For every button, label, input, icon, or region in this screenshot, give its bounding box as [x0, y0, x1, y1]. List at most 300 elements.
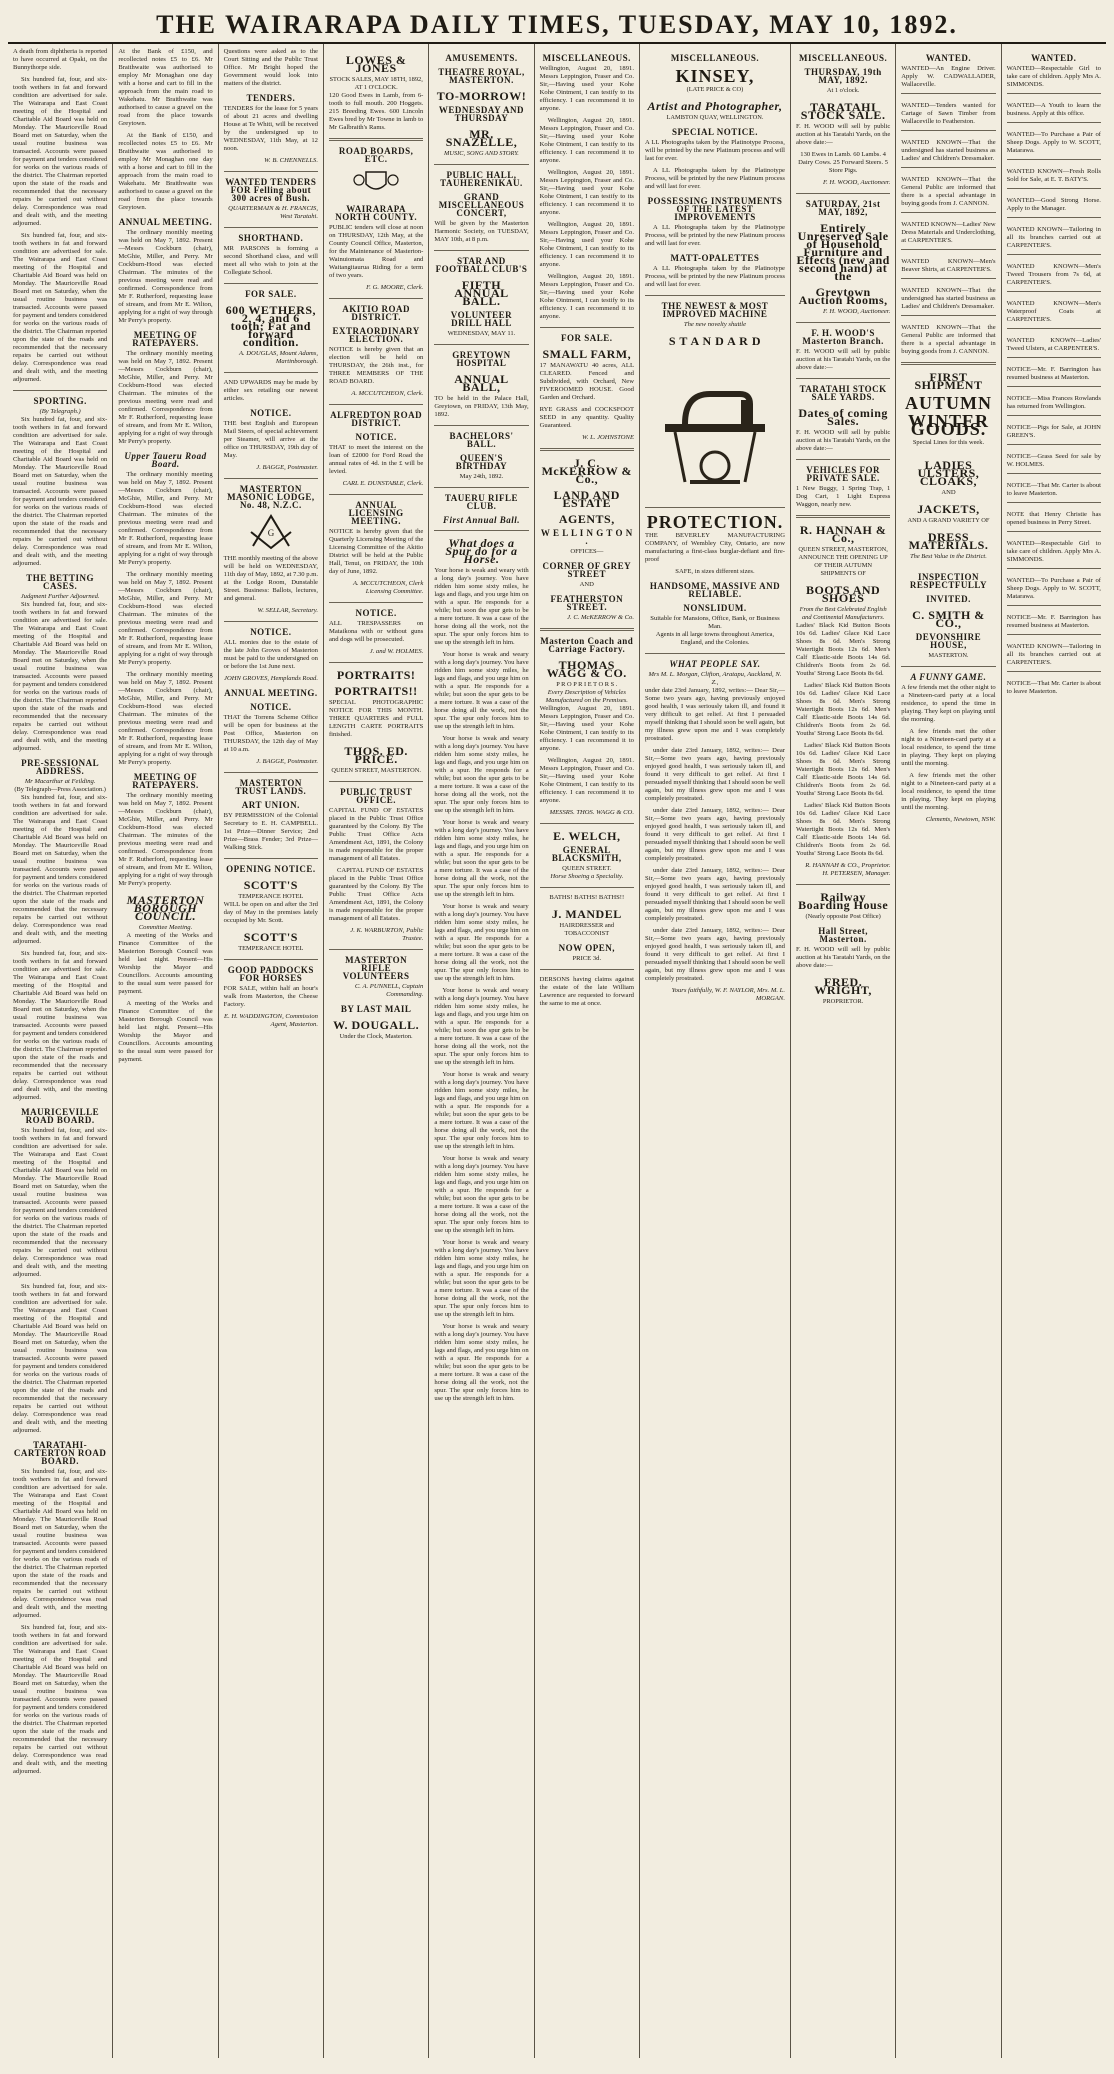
spur-body-9: Your horse is weak and weary with a long day's journey. You have ridden him some sixty miles, he lags and flags, and you urge him on with a spur. He responds for a while; but soon the spur gets to be a mere torture. It was a case of the horse doing all the work, not the spur. The spur only forces him to use up the strength left in him. [434, 1239, 529, 1318]
funny-game-heading: A FUNNY GAME. [910, 672, 987, 682]
land-estate-heading: LAND AND ESTATE [553, 488, 620, 510]
special-notice-body-2: A LL Photographs taken by the Platinotype Process, will be printed by the new Platinum process and will last for ever. [644, 167, 785, 190]
wanted-1: WANTED—An Engine Driver. Apply W. CADWALLADER, Wallaceville. [901, 65, 996, 88]
wanted-e: WANTED—Good Strong Horse. Apply to the Manager. [1006, 197, 1101, 212]
column-6 [535, 44, 640, 2058]
for-sale-heading: FOR SALE. [245, 289, 297, 299]
offices-label: OFFICES— [570, 548, 604, 555]
masonic-heading: MASTERTON MASONIC LODGE, No. 48, N.Z.C. [227, 484, 315, 510]
divider [901, 362, 995, 365]
taueru-heading: TAUERU RIFLE CLUB. [444, 493, 519, 511]
notice2-heading: NOTICE. [355, 608, 397, 618]
for-sale-signature: A. DOUGLAS, Mount Adams, Martinborough. [238, 350, 318, 365]
vehicles-body: 1 New Buggy, 1 Spring Trap, 1 Dog Cart, 1 Light Express Waggon, nearly new. [795, 485, 891, 508]
sale-yards-heading: TARATAHI STOCK SALE YARDS. [799, 384, 887, 402]
column-4 [324, 44, 429, 2058]
col1-body-3: Six hundred fat, four, and six-tooth wethers in fat and forward condition are advertised for sale. The Wairarapa and East Coast meeting of the Hospital and Charitable Aid Board was held on Monday. The Mauriceville Road Board met on Saturday, when the usual routine business was transacted. Accounts were passed for payment and tenders considered for works on the various roads of the district. The Chairman reported upon the state of the roads and recommended that the necessary repairs be carried out without delay. Correspondence was read and dealt with, and the meeting adjourned. [13, 416, 108, 567]
divider [1007, 473, 1101, 478]
lambton-label: LAMBTON QUAY, WELLINGTON. [666, 114, 764, 121]
col1-body-10: Six hundred fat, four, and six-tooth wethers in fat and forward condition are advertised for sale. The Wairarapa and East Coast meeting of the Hospital and Charitable Aid Board was held on Monday. The Mauriceville Road Board met on Saturday, when the usual routine business was transacted. Accounts were passed for payment and tenders considered for works on the various roads of the district. The Chairman reported upon the state of the roads and recommended that the necessary repairs be carried out without delay. Correspondence was read and dealt with, and the meeting adjourned. [13, 1624, 108, 1775]
ladies-ulsters-heading: LADIES ULSTERS, CLOAKS, [917, 458, 980, 488]
sporting-heading: SPORTING. [33, 396, 87, 406]
col2-body-b6: The ordinary monthly meeting was held on May 7, 1892. Present—Messrs Cockburn (chair), McGhie, Miller, and Perry. Mr Cockburn-Hood was elected Chairman. The minutes of the previous meeting were read and confirmed. Correspondence from Mr F. Rutherford, requesting lease of stream, and from Mr E. Wilton, applying for a right of way through Mr Perry's property. [118, 792, 213, 887]
misc-heading: MISCELLANEOUS. [542, 53, 631, 63]
notice-heading: NOTICE. [250, 408, 292, 418]
divider [329, 662, 423, 663]
tenders-signature: W. B. CHENNELLS. [264, 157, 318, 164]
testimonial-body-2: under date 23rd January, 1892, writes:— Dear Sir,—Some two years ago, having previously enjoyed good health, I was seriously taken ill, and found it very difficult to get relief. At first I persuaded myself thinking that I should soon be well again, but my illness grew upon me and I was completely prostrated. [644, 747, 785, 802]
notice3-signature: J. BAGGE, Postmaster. [256, 758, 318, 765]
notice2-heading: NOTICE. [250, 627, 292, 637]
scotts-heading: SCOTT'S [243, 878, 298, 892]
seed-body: RYE GRASS and COCKSFOOT SEED in any quantity. Quality Guaranteed. [539, 406, 634, 429]
greytown-heading: GREYTOWN HOSPITAL [452, 350, 511, 368]
misc-heading: MISCELLANEOUS. [670, 53, 760, 63]
wanted-signature: QUARTERMAIN & H. FRANCIS, West Taratahi. [228, 205, 318, 220]
hannah-subheading: QUEEN STREET, MASTERTON, [798, 546, 888, 553]
notice-d: NOTICE—Grass Seed for sale by W. HOLMES. [1006, 453, 1101, 468]
wanted-2: WANTED—Tenders wanted for Cartage of Sawn Timber from Wallaceville to Featherston. [901, 102, 996, 125]
presessional-byline: (By Telegraph—Press Association.) [14, 786, 106, 793]
suitable-label: Suitable for Mansions, Office, Bank, or Business Man. [650, 615, 780, 630]
divider [540, 327, 634, 328]
wright-subheading: PROPRIETOR. [822, 998, 864, 1005]
wanted-4b: WANTED KNOWN—That the General Public are informed that there is a special advantage in buying goods from J. CANNON. [901, 324, 996, 355]
shorthand-body: MR PARSONS is forming a second Shorthand class, and will meet all who wish to join at the Collegiate School. [223, 245, 318, 276]
birthday-heading: QUEEN'S BIRTHDAY [455, 453, 508, 471]
masthead-title: THE WAIRARAPA DAILY TIMES, TUESDAY, MAY 10, 1892. [156, 10, 958, 39]
col1-body-8: Six hundred fat, four, and six-tooth wethers in fat and forward condition are advertised for sale. The Wairarapa and East Coast meeting of the Hospital and Charitable Aid Board was held on Monday. The Mauriceville Road Board met on Saturday, when the usual routine business was transacted. Accounts were passed for payment and tenders considered for works on the various roads of the district. The Chairman reported upon the state of the roads and recommended that the necessary repairs be carried out without delay. Correspondence was read and dealt with, and the meeting adjourned. [13, 1283, 108, 1434]
agents-label: Agents in all large towns throughout America, England, and the Colonies. [655, 631, 775, 646]
divider [901, 167, 995, 172]
notice-a: NOTICE—Mr. F. Barrington has resumed business at Masterton. [1006, 366, 1101, 381]
divider [224, 959, 318, 960]
divider [796, 378, 890, 379]
divider [1007, 634, 1101, 639]
testimonial-body-3: under date 23rd January, 1892, writes:— Dear Sir,—Some two years ago, having previously enjoyed good health, I was seriously taken ill, and found it very difficult to get relief. At first I persuaded myself thinking that I should soon be well again, but my illness grew upon me and I was completely prostrated. [644, 807, 785, 862]
alfredton-heading: ALFREDTON ROAD DISTRICT. [330, 410, 423, 428]
col1-body-7: Six hundred fat, four, and six-tooth wethers in fat and forward condition are advertised for sale. The Wairarapa and East Coast meeting of the Hospital and Charitable Aid Board was held on Monday. The Mauriceville Road Board met on Saturday, when the usual routine business was transacted. Accounts were passed for payment and tenders considered for works on the various roads of the district. The Chairman reported upon the state of the roads and recommended that the necessary repairs be carried out without delay. Correspondence was read and dealt with, and the meeting adjourned. [13, 1127, 108, 1278]
committee-subheading: Committee Meeting. [138, 924, 193, 931]
divider [329, 404, 423, 405]
divider [901, 93, 995, 98]
dougall-subheading: Under the Clock, Masterton. [339, 1033, 413, 1040]
divider [645, 653, 785, 654]
wagg-heading: THOMAS WAGG & CO. [546, 658, 627, 680]
scotts-body: WILL be open on and after the 3rd day of May in the premises lately occupied by Mr. Scott. [223, 901, 318, 924]
divider [901, 130, 995, 135]
divider [224, 171, 318, 172]
scotts-subheading: TEMPERANCE HOTEL [238, 893, 304, 900]
misc-heading: MISCELLANEOUS. [798, 53, 888, 63]
divider [329, 781, 423, 782]
wood-body-2: F. H. WOOD will sell by public auction at his Taratahi Yards, on the above date:— [795, 348, 891, 371]
divider [901, 249, 995, 254]
portraits2-heading: PORTRAITS!! [334, 684, 418, 698]
testimonial-name: Mrs M. L. Morgan, Clifton, Aratapu, Auckland, N. Z., [648, 671, 782, 686]
licensing-body: NOTICE is hereby given that the Quarterly Licensing Meeting of the Licensing Committee of the Akitio District will be held at the Public Hall, Tenui, on FRIDAY, the 10th day of June, 1892. [328, 528, 424, 575]
masterton-branch-heading: F. H. WOOD'S Masterton Branch. [802, 328, 884, 346]
divider [434, 530, 528, 531]
trespass-body: ALL TRESPASSERS on Mataikona with or without guns and dogs will be prosecuted. [328, 620, 424, 643]
mckerrow-heading: J. C. McKERROW & Co., [541, 456, 633, 486]
col2-body-a2: At the Bank of £150, and recollected notes £5 to £6. Mr Braithwaite was authorised to employ Mr Monaghan one day with a horse and cart to fill in the approach from the main road to Wakehatu. Mr Braithwaite was authorised to cause a gravel on the road from the place towards Greytown. [118, 132, 213, 211]
greytown-rooms-heading: Greytown Auction Rooms, [798, 285, 888, 307]
grand-concert-body: Will be given by the Masterton Harmonic Society, on TUESDAY, MAY 10th, at 8 p.m. [434, 220, 529, 243]
betting-subheading: Judgment Further Adjourned. [20, 593, 100, 600]
taratahi-sale-heading: TARATAHI STOCK SALE. [800, 100, 886, 122]
wanted-c2: WANTED—To Purchase a Pair of Sheep Dogs. Apply to W. SCOTT, Matarawa. [1006, 577, 1101, 600]
divider [434, 425, 528, 426]
notice-f: NOTE that Henry Christie has opened business in Perry Street. [1006, 511, 1101, 526]
column-10 [1002, 44, 1106, 2058]
wood-body: F. H. WOOD will sell by public auction at his Taratahi Yards, on the above date:— [795, 123, 891, 146]
divider [434, 250, 528, 251]
divider [1007, 605, 1101, 610]
fifth-ball-heading: FIFTH ANNUAL BALL. [454, 278, 509, 308]
col2-body-b5: The ordinary monthly meeting was held on May 7, 1892. Present—Messrs Cockburn (chair), McGhie, Miller, and Perry. Mr Cockburn-Hood was elected Chairman. The minutes of the previous meeting were read and confirmed. Correspondence from Mr F. Rutherford, requesting lease of stream, and from Mr E. Wilton, applying for a right of way through Mr Perry's property. [118, 671, 213, 766]
first-shipment-heading: FIRST SHIPMENT [914, 370, 983, 392]
handsome-heading: HANDSOME, MASSIVE AND RELIABLE. [649, 581, 781, 599]
theatre-heading: THEATRE ROYAL, MASTERTON. [438, 67, 525, 85]
notice-c: NOTICE—Pigs for Sale, at JOHN GREEN'S. [1006, 424, 1101, 439]
alfredton-body: THAT to meet the interest on the loan of £2000 for Ford Road the annual rates of 4d. in the £ will be levied. [328, 444, 424, 475]
wanted-6: WANTED KNOWN—Men's Beaver Shirts, at CARPENTER'S. [901, 258, 996, 273]
divider [1007, 291, 1101, 296]
taratahi-heading: TARATAHI-CARTERTON ROAD BOARD. [13, 1440, 107, 1466]
artist-heading: Artist and Photographer, [647, 99, 783, 113]
col2-body-b: The ordinary monthly meeting was held on May 7, 1892. Present—Messrs Cockburn (chair), McGhie, Miller, and Perry. Mr Cockburn-Hood was elected Chairman. The minutes of the previous meeting were read and confirmed. Correspondence from Mr F. Rutherford, requesting lease of stream, and from Mr E. Wilton, applying for a right of way through Mr Perry's property. [118, 229, 213, 324]
notice-body: THE best English and European Mail Steers, of special achievement per Steamer, will arrive at the office on THURSDAY, 19th day of May. [223, 420, 318, 459]
wanted-d: WANTED KNOWN—Fresh Rolls Sold for Sale, at E. T. BATY'S. [1006, 168, 1101, 183]
divider [1007, 502, 1101, 507]
col2-body-a: At the Bank of £150, and recollected notes £5 to £6. Mr Braithwaite was authorised to employ Mr Monaghan one day with a horse and cart to fill in the approach from the main road to Wakehatu. Mr Braithwaite was authorised to cause a gravel on the road from the place towards Greytown. [118, 48, 213, 127]
wanted-heads-body: AND UPWARDS may be made by either sex retailing our newest articles. [223, 379, 318, 402]
col1-body-4: Six hundred fat, four, and six-tooth wethers in fat and forward condition are advertised for sale. The Wairarapa and East Coast meeting of the Hospital and Charitable Aid Board was held on Monday. The Mauriceville Road Board met on Saturday, when the usual routine business was transacted. Accounts were passed for payment and tenders considered for works on the various roads of the district. The Chairman reported upon the state of the roads and recommended that the necessary repairs be carried out without delay. Correspondence was read and dealt with, and the meeting adjourned. [13, 601, 108, 752]
columns [8, 44, 1106, 2058]
opening-notice-heading: OPENING NOTICE. [226, 864, 316, 874]
bachelors-heading: BACHELORS' BALL. [449, 431, 514, 449]
divider [1007, 444, 1101, 449]
wood-signature-2: F. H. WOOD, Auctioneer. [822, 308, 891, 315]
hall-street-heading: Hall Street, Masterton. [818, 926, 869, 944]
beverley-body: THE BEVERLEY MANUFACTURING COMPANY, of Wembley City, Ontario, are now manufacturing a first-class burglar-defiant and fire-proof [644, 532, 785, 563]
presessional-heading: PRE-SESSIONAL ADDRESS. [21, 758, 100, 776]
licensing-heading: ANNUAL LICENSING MEETING. [348, 500, 404, 526]
inspection-heading: INSPECTION RESPECTFULLY [909, 572, 988, 590]
misc-body-3: Wellington, August 20, 1891. Messrs Leppington, Fraser and Co. Sir,—Having used your Kohe Kohe Ointment, I can testify to its efficiency. I can recommend it to anyone. [539, 169, 634, 216]
price-heading: THOS. ED. PRICE. [344, 744, 408, 766]
railway-subheading: (Nearly opposite Post Office) [805, 913, 881, 920]
annual-heading: ANNUAL MEETING. [224, 688, 318, 698]
wanted-f2: WANTED KNOWN—Tailoring in all its branches carried out at CARPENTER'S. [1006, 643, 1101, 666]
tenders-body: TENDERS for the lease for 5 years of about 21 acres and dwelling House at Te Whiti, will be received by the undersigned up to WEDNESDAY, 11th May, at 12 noon. [223, 105, 318, 152]
notice-signature: J. BAGGE, Postmaster. [256, 464, 318, 471]
divider [796, 193, 890, 194]
snazelle-subheading: MUSIC, SONG AND STORY. [444, 150, 519, 157]
kinsey-subheading: (LATE PRICE & CO) [686, 86, 744, 93]
thursday-heading: THURSDAY, 19th MAY, 1892. [804, 67, 882, 85]
misc-body-2: Wellington, August 20, 1891. Messrs Leppington, Fraser and Co. Sir,—Having used your Kohe Kohe Ointment, I can testify to its efficiency. I can recommend it to anyone. [539, 117, 634, 164]
art-union-body: BY PERMISSION of the Colonial Secretary to E. H. CAMPBELL. 1st Prize—Dinner Service; 2nd Prize—Brass Fender; 3rd Prize—Walking Stick. [223, 812, 318, 851]
railway-heading: Railway Boarding House [798, 890, 889, 912]
public-trust-heading: PUBLIC TRUST OFFICE. [340, 787, 413, 805]
extraordinary-heading: EXTRAORDINARY ELECTION. [332, 326, 420, 344]
divider [1007, 415, 1101, 420]
notice2-body: ALL monies due to the estate of the late John Groves of Masterton must be paid to the undersigned on or before the 1st June next. [223, 639, 318, 670]
price-subheading: QUEEN STREET, MASTERTON. [331, 767, 421, 774]
divider [901, 212, 995, 217]
wanted-b: WANTED—A Youth to learn the business. Apply at this office. [1006, 102, 1101, 117]
masonic-emblem [224, 512, 318, 555]
wood-signature: F. H. WOOD, Auctioneer. [822, 179, 891, 186]
mandel-heading: J. MANDEL [551, 907, 622, 921]
now-open-heading: NOW OPEN, [558, 943, 615, 953]
coat-of-arms-icon [351, 166, 401, 196]
col1-body: Six hundred fat, four, and six-tooth wethers in fat and forward condition are advertised for sale. The Wairarapa and East Coast meeting of the Hospital and Charitable Aid Board was held on Monday. The Mauriceville Road Board met on Saturday, when the usual routine business was transacted. Accounts were passed for payment and tenders considered for works on the various roads of the district. The Chairman reported upon the state of the roads and recommended that the necessary repairs be carried out without delay. Correspondence was read and dealt with, and the meeting adjourned. [13, 76, 108, 227]
and-label: AND [941, 489, 956, 496]
photo-body: SPECIAL PHOTOGRAPHIC NOTICE FOR THIS MONTH. THREE QUARTERS and FULL LENGTH CARTE PORTRAITS finished. [328, 699, 424, 738]
divider [540, 628, 634, 631]
divider [224, 772, 318, 773]
special-notice-body-4: A LL Photographs taken by the Platinotype Process, will be printed by the new Platinum process and will last for ever. [644, 265, 785, 288]
rifle-heading: MASTERTON RIFLE VOLUNTEERS [342, 955, 410, 981]
col2-body-c: A meeting of the Works and Finance Committee of the Masterton Borough Council was held last night. Present—His Worship the Mayor and Councillors. Accounts amounting to the usual sum were passed for payment. [118, 932, 213, 995]
wanted-g: WANTED KNOWN—Men's Tweed Trousers from 7s 6d, at CARPENTER'S. [1006, 263, 1101, 286]
masterton-borough-heading: MASTERTON BOROUGH COUNCIL. [126, 893, 205, 923]
dress-materials-heading: DRESS MATERIALS. [908, 530, 989, 552]
saturday-heading: SATURDAY, 21st MAY, 1892, [805, 199, 881, 217]
hannah-signature: R. HANNAH & CO., Proprietor. [805, 862, 891, 869]
welch-heading: E. WELCH, [553, 829, 621, 843]
divider [224, 227, 318, 228]
hairdresser-label: HAIRDRESSER and TOBACCONIST [559, 922, 615, 937]
kinsey-heading: KINSEY, [675, 66, 755, 86]
wanted-tenders-heading: WANTED TENDERS FOR Felling about 300 acres of Bush. [225, 177, 317, 203]
wairarapa-north-body: PUBLIC tenders will close at noon on THURSDAY, 12th May, at the County Council Office, Masterton, for the Maintenance of Masterton-Wainuiomata Road and Waitangitaurua Riding for a term of two years. [328, 224, 424, 279]
special-lines-label: Special Lines for this week. [912, 439, 985, 446]
trespass-signature: J. and W. HOLMES. [369, 648, 424, 655]
spur-body-5: Your horse is weak and weary with a long day's journey. You have ridden him some sixty miles, he lags and flags, and you urge him on with a spur. He responds for a while; but soon the spur gets to be a mere torture. It was a case of the horse doing all the work, not the spur. The spur only forces him to use up the strength left in him. [434, 903, 529, 982]
grand-variety-label: AND A GRAND VARIETY OF [907, 517, 990, 524]
col3-body-a: Questions were asked as to the Court Sitting and the Public Trust Office. Mr Bright hoped the Government would look into matters of the district. [223, 48, 318, 87]
licensing-signature: A. MCCUTCHEON, Clerk Licensing Committee. [352, 580, 424, 595]
wanted-c: WANTED—To Purchase a Pair of Sheep Dogs. Apply to W. SCOTT, Matarawa. [1006, 131, 1101, 154]
divider [796, 515, 890, 518]
from-best-label: From the Best Celebrated English and Continental Manufacturers. [799, 606, 887, 621]
special-notice-heading: SPECIAL NOTICE. [671, 127, 758, 137]
special-notice-body: A LL Photographs taken by the Platinotype Process, will be printed by the new Platinum process and will last for ever. [644, 139, 785, 162]
divider [1007, 122, 1101, 127]
paddocks-body: FOR SALE, within half an hour's walk from Masterton, the Cheese Factory. [223, 985, 318, 1008]
lowes-body: 120 Good Ewes in Lamb, from 6-tooth to full mouth. 200 Hoggets. 215 Breeding Ewes. 600 Lincoln Ewes bred by Mr Towne in lamb to Mr Galbraith's Rams. [328, 92, 424, 131]
col2-body-b2: The ordinary monthly meeting was held on May 7, 1892. Present—Messrs Cockburn (chair), McGhie, Miller, and Perry. Mr Cockburn-Hood was elected Chairman. The minutes of the previous meeting were read and confirmed. Correspondence from Mr F. Rutherford, requesting lease of stream, and from Mr E. Wilton, applying for a right of way through Mr Perry's property. [118, 350, 213, 445]
last-mail-heading: BY LAST MAIL [340, 1004, 412, 1014]
funny-signature: Clements, Newtown, NSW. [925, 816, 996, 823]
divider [645, 295, 785, 296]
testimonial-signature: Yours faithfully, W. F. NAYLOR, Mrs. M. L. MORGAN. [671, 987, 785, 1002]
col2-body-b3: The ordinary monthly meeting was held on May 7, 1892. Present—Messrs Cockburn (chair), McGhie, Miller, and Perry. Mr Cockburn-Hood was elected Chairman. The minutes of the previous meeting were read and confirmed. Correspondence from Mr F. Rutherford, requesting lease of stream, and from Mr E. Wilton, applying for a right of way through Mr Perry's property. [118, 471, 213, 566]
portraits-heading: PORTRAITS! [336, 668, 416, 682]
announce-label: ANNOUNCE THE OPENING UP OF THEIR AUTUMN SHIPMENTS OF [798, 554, 888, 577]
snazelle-heading: MR. SNAZELLE, [445, 127, 518, 149]
divider [1007, 357, 1101, 362]
divider [901, 278, 995, 283]
divider [1007, 568, 1101, 573]
sewing-machine-icon [645, 356, 785, 496]
divider [224, 858, 318, 859]
boots-heading: BOOTS AND SHOES [806, 583, 881, 605]
spur-body: Your horse is weak and weary with a long day's journey. You have ridden him some sixty miles, he lags and flags, and you urge him on with a spur. He responds for a while; but soon the spur gets to be a mere torture. It was a case of the horse doing all the work, not the spur. The spur only forces him to use up the strength left in him. [434, 567, 529, 646]
boots-list-3: Ladies' Black Kid Button Boots 10s 6d. Ladies' Glace Kid Lace Shoes 8s 6d. Men's Strong Watertight Boots 12s 6d. Men's Calf Elastic-side Boots 14s 6d. Children's Boots from 2s 6d. Youths' Strong Lace Boots 8s 6d. [795, 742, 891, 797]
autumn-heading: AUTUMN [904, 393, 992, 413]
spur-body-8: Your horse is weak and weary with a long day's journey. You have ridden him some sixty miles, he lags and flags, and you urge him on with a spur. He responds for a while; but soon the spur gets to be a mere torture. It was a case of the horse doing all the work, not the spur. The spur only forces him to use up the strength left in him. [434, 1155, 529, 1234]
newest-machine-heading: THE NEWEST & MOST IMPROVED MACHINE [661, 301, 769, 319]
wright-heading: FRED. WRIGHT, [814, 975, 872, 997]
for-sale-heading: FOR SALE. [561, 333, 613, 343]
wanted-3b: WANTED KNOWN—That the undersigned has started business as Ladies' and Children's Dressmaker. [901, 287, 996, 310]
alfredton-notice-heading: NOTICE. [355, 432, 397, 442]
grand-concert-heading: GRAND MISCELLANEOUS CONCERT, [438, 192, 525, 218]
boots-list: Ladies' Black Kid Button Boots 10s 6d. Ladies' Glace Kid Lace Shoes 8s 6d. Men's Strong Watertight Boots 12s 6d. Men's Calf Elastic-side Boots 14s 6d. Children's Boots from 2s 6d. Youths' Strong Lace Boots 8s 6d. [795, 622, 891, 677]
col1-intro: A death from diphtheria is reported to have occurred at Opaki, on the Bunnythorpe side. [13, 48, 108, 71]
special-notice-body-3: A LL Photographs taken by the Platinotype Process, will be printed by the new Platinum process and will last for ever. [644, 224, 785, 247]
divider [796, 884, 890, 885]
trust-lands-heading: MASTERTON TRUST LANDS. [235, 778, 307, 796]
proprietors-label: P R O P R I E T O R S . [556, 681, 618, 688]
svg-text:G: G [267, 528, 275, 538]
horse-shoeing-label: Horse Shoeing a Speciality. [550, 873, 624, 880]
divider [224, 283, 318, 284]
johnstone-signature: W. L. JOHNSTONE [581, 434, 634, 441]
divider [540, 887, 634, 888]
what-people-say-heading: WHAT PEOPLE SAY. [669, 659, 761, 669]
public-trust-body-2: CAPITAL FUND OF ESTATES placed in the Public Trust Office guaranteed by the Colony. By The Public Trust Office Acts Amendment Act, 1891, the Colony is made responsible for the proper management of all Estates. [328, 867, 424, 922]
divider [1007, 159, 1101, 164]
column-2 [113, 44, 218, 2058]
spur-body-2: Your horse is weak and weary with a long day's journey. You have ridden him some sixty miles, he lags and flags, and you urge him on with a spur. He responds for a while; but soon the spur gets to be a mere torture. It was a case of the horse doing all the work, not the spur. The spur only forces him to use up the strength left in him. [434, 651, 529, 730]
divider [901, 315, 995, 320]
wellington-heading: W E L L I N G T O N . [540, 528, 633, 546]
amusements-heading: AMUSEMENTS. [445, 53, 518, 63]
nonslidium-heading: NONSLIDUM. [683, 603, 747, 613]
wanted-4: WANTED KNOWN—That the General Public are informed that there is a special advantage in buying goods from J. CANNON. [901, 176, 996, 207]
vehicles-tagline: Every Description of Vehicles Manufactured on the Premises. [545, 689, 628, 704]
wanted-a2: WANTED—Respectable Girl to take care of children. Apply Mrs A. SIMMONDS. [1006, 540, 1101, 563]
divider [1007, 188, 1101, 193]
divider [1007, 671, 1101, 676]
misc-body-4: Wellington, August 20, 1891. Messrs Leppington, Fraser and Co. Sir,—Having used your Kohe Kohe Ointment, I can testify to its efficiency. I can recommend it to anyone. [539, 221, 634, 268]
divider [434, 344, 528, 345]
baths-label: BATHS! BATHS! BATHS!! [549, 894, 625, 901]
divider [1007, 531, 1101, 536]
column-7 [640, 44, 791, 2058]
ratepayers-heading-2: MEETING OF RATEPAYERS. [132, 772, 199, 790]
tenders-heading: TENDERS. [246, 93, 296, 103]
lowes-heading: LOWES & JONES [345, 53, 407, 75]
sewing-machine-illustration [645, 351, 785, 501]
spur-heading: What does a Spur do for a Horse. [445, 536, 518, 566]
days-heading: WEDNESDAY AND THURSDAY [438, 105, 525, 123]
notice-a2: NOTICE—Mr. F. Barrington has resumed business at Masterton. [1006, 614, 1101, 629]
mckerrow-signature: J. C. McKERROW & Co. [567, 614, 634, 621]
wanted-a: WANTED—Respectable Girl to take care of children. Apply Mrs A. SIMMONDS. [1006, 65, 1101, 88]
wagg-signature: MESSRS. THOS. WAGG & CO. [549, 809, 634, 816]
paddocks-heading: GOOD PADDOCKS FOR HORSES [227, 965, 314, 983]
mauriceville-heading: MAURICEVILLE ROAD BOARD. [21, 1107, 100, 1125]
invited-heading: INVITED. [926, 594, 971, 604]
small-farm-body: 17 MANAWATU 40 acres, ALL CLEARED. Fenced and Subdivided, with Orchard, New FIVEROOMED HOUSE. Good Garden and Orchard. [539, 362, 634, 401]
annual-ball-heading: ANNUAL BALL, [454, 372, 509, 394]
featherston-heading: FEATHERSTON STREET. [550, 594, 624, 612]
divider [224, 372, 318, 373]
testimonial-body: under date 23rd January, 1892, writes:— Dear Sir,—Some two years ago, having previously enjoyed good health, I was seriously taken ill, and found it very difficult to get relief. At first I persuaded myself thinking that I should soon be well again, but my illness grew upon me and I was completely prostrated. [644, 687, 785, 742]
standard-heading: S T A N D A R D [668, 334, 762, 348]
tomorrow-heading: TO-MORROW! [436, 89, 527, 103]
paddocks-signature: E. H. WADDINGTON, Commission Agent, Masterton. [224, 1013, 318, 1028]
divider [329, 494, 423, 495]
wanted-5: WANTED KNOWN—Ladies' New Dress Materials and Underclothing, at CARPENTER'S. [901, 221, 996, 244]
protection-heading: PROTECTION. [646, 512, 784, 532]
testimonial-body-4: under date 23rd January, 1892, writes:— Dear Sir,—Some two years ago, having previously enjoyed good health, I was seriously taken ill, and found it very difficult to get relief. At first I persuaded myself thinking that I should soon be well again, but my illness grew upon me and I was completely prostrated. [644, 867, 785, 922]
col2-body-c2: A meeting of the Works and Finance Committee of the Masterton Borough Council was held last night. Present—His Worship the Mayor and Councillors. Accounts amounting to the usual sum were passed for payment. [118, 1000, 213, 1063]
divider [540, 969, 634, 970]
col1-body-2: Six hundred fat, four, and six-tooth wethers in fat and forward condition are advertised for sale. The Wairarapa and East Coast meeting of the Hospital and Charitable Aid Board was held on Monday. The Mauriceville Road Board met on Saturday, when the usual routine business was transacted. Accounts were passed for payment and tenders considered for works on the various roads of the district. The Chairman reported upon the state of the roads and recommended that the necessary repairs be carried out without delay. Correspondence was read and dealt with, and the meeting adjourned. [13, 232, 108, 383]
petersen-signature: H. PETERSEN, Manager. [822, 870, 891, 877]
star-club-heading: STAR AND FOOTBALL CLUB'S [435, 256, 528, 274]
divider [224, 478, 318, 479]
matt-opalettes-heading: MATT-OPALETTES [670, 253, 760, 263]
queen-street-label: QUEEN STREET. [562, 865, 612, 872]
for-sale-wethers: 600 WETHERS, 2, 4, and 6 tooth; Fat and forward condition. [225, 303, 317, 349]
corner-heading: CORNER OF GREY STREET [542, 561, 632, 579]
divider [329, 298, 423, 299]
agents-heading: AGENTS, [558, 512, 615, 526]
divider [434, 487, 528, 488]
wairarapa-north-heading: WAIRARAPA NORTH COUNTY. [335, 204, 418, 222]
misc-body-5: Wellington, August 20, 1891. Messrs Leppington, Fraser and Co. Sir,—Having used your Kohe Kohe Ointment, I can testify to its efficiency. I can recommend it to anyone. [539, 273, 634, 320]
road-boards-heading: ROAD BOARDS, ETC. [338, 146, 414, 164]
devonshire-heading: DEVONSHIRE HOUSE, [915, 632, 982, 650]
at-one-label: At 1 o'clock. [826, 87, 860, 94]
best-value-label: The Best Value in the District. [910, 553, 987, 560]
spur-body-4: Your horse is weak and weary with a long day's journey. You have ridden him some sixty miles, he lags and flags, and you urge him on with a spur. He responds for a while; but soon the spur gets to be a mere torture. It was a case of the horse doing all the work, not the spur. The spur only forces him to use up the strength left in him. [434, 819, 529, 898]
masonic-square-compass-icon [247, 512, 295, 552]
drill-hall-heading: VOLUNTEER DRILL HALL [450, 310, 513, 328]
possessing-heading: POSSESSING INSTRUMENTS OF THE LATEST IMPROVEMENTS [647, 196, 783, 222]
masonic-signature: W. SELLAR, Secretary. [257, 607, 318, 614]
wood-body-3: F. H. WOOD will sell by public auction at his Taratahi Yards, on the above date:— [795, 429, 891, 452]
wanted-i: WANTED KNOWN—Ladies' Tweed Ulsters, at CARPENTER'S. [1006, 337, 1101, 352]
divider [13, 390, 107, 391]
masthead [8, 6, 1106, 44]
sporting-subheading: (By Telegraph.) [39, 408, 81, 415]
divider [329, 602, 423, 603]
hannah-heading: R. HANNAH & Co., [799, 523, 887, 545]
scotts2-heading: SCOTT'S [243, 930, 298, 944]
rifle-signature: C. A. PUNNELL, Captain Commanding. [354, 983, 424, 998]
divider [1007, 93, 1101, 98]
novelty-label: The new novelty shuttle [683, 321, 746, 328]
masterton-label: MASTERTON. [928, 652, 969, 659]
annual-ball-body: TO be held in the Palace Hall, Greytown, on FRIDAY, 13th May, 1892. [434, 395, 529, 418]
wood-body-4: F. H. WOOD will sell by public auction at his Taratahi Yards, on the above date:— [795, 946, 891, 969]
col1-body-5: Six hundred fat, four, and six-tooth wethers in fat and forward condition are advertised for sale. The Wairarapa and East Coast meeting of the Hospital and Charitable Aid Board was held on Monday. The Mauriceville Road Board met on Saturday, when the usual routine business was transacted. Accounts were passed for payment and tenders considered for works on the various roads of the district. The Chairman reported upon the state of the roads and recommended that the necessary repairs be carried out without delay. Correspondence was read and dealt with, and the meeting adjourned. [13, 794, 108, 945]
divider [901, 666, 995, 667]
annual-meeting-heading: ANNUAL MEETING. [118, 217, 213, 227]
divider [796, 322, 890, 323]
presessional-subheading: Mr Macarthur at Feilding. [24, 778, 96, 785]
